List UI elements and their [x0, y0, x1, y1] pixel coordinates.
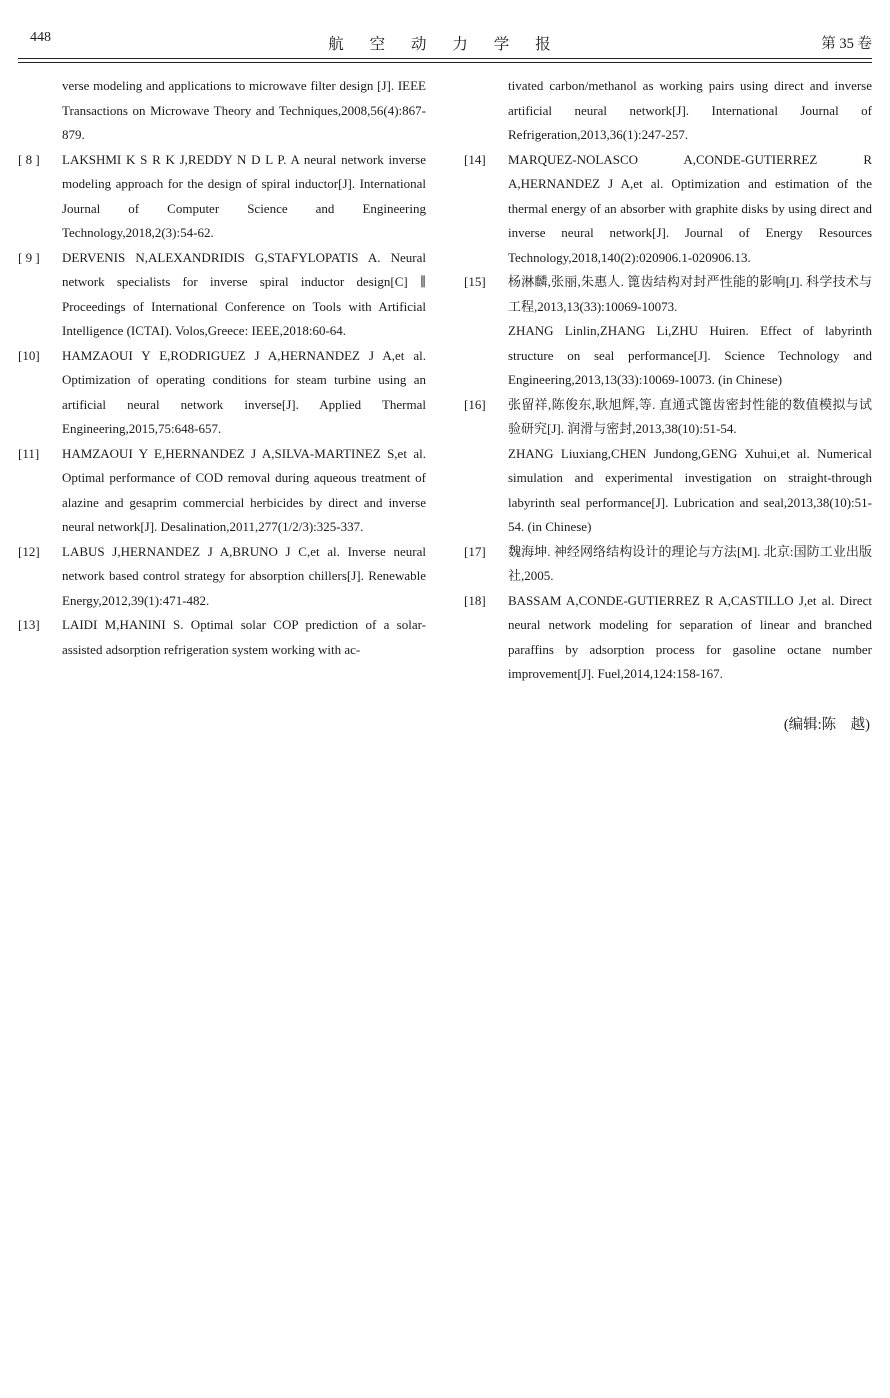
reference-text: LAKSHMI K S R K J,REDDY N D L P. A neural network inverse modeling approach for the design of spiral inductor[J]. International Journal of Computer Science and Engineering Technology,2018,2(3):54-62. — [62, 151, 426, 240]
reference-item — [464, 270, 872, 393]
reference-number: [11] — [18, 445, 40, 461]
right-column — [464, 74, 872, 687]
reference-text: 张留祥,陈俊东,耿旭辉,等. 直通式篦齿密封性能的数值模拟与试验研究[J]. 润滑与密封,2013,38(10):51-54. — [508, 396, 872, 436]
reference-continuation: verse modeling and applications to microwave filter design [J]. IEEE Transactions on Microwave Theory and Techniques,2008,56(4):867-879. — [62, 78, 426, 142]
reference-text: HAMZAOUI Y E,RODRIGUEZ J A,HERNANDEZ J A,et al. Optimization of operating conditions for steam turbine using an artificial neural network inverse[J]. Applied Thermal Engineering,2015,75:648-657. — [62, 347, 426, 436]
reference-number: [13] — [18, 617, 40, 632]
reference-text: BASSAM A,CONDE-GUTIERREZ R A,CASTILLO J,et al. Direct neural network modeling for separation of linear and branched paraffins by adsorption process for gasoline octane number improvement[J]. Fuel,2014,124:158-167. — [508, 592, 872, 681]
reference-number: [14] — [464, 151, 486, 167]
page-number: 448 — [30, 30, 51, 45]
running-header — [18, 30, 872, 54]
reference-number: [ 8 ] — [18, 151, 40, 167]
reference-text: 杨淋麟,张丽,朱惠人. 篦齿结构对封严性能的影响[J]. 科学技术与工程,2013,13(33):10069-10073. — [508, 274, 872, 314]
reference-translation: ZHANG Linlin,ZHANG Li,ZHU Huiren. Effect of labyrinth structure on seal performance[J]. Science Technology and Engineering,2013,13(33):10069-10073. (in Chinese) — [508, 323, 872, 387]
reference-number: [ 9 ] — [18, 249, 40, 265]
reference-item — [464, 393, 872, 540]
left-column — [18, 74, 426, 662]
reference-number: [15] — [464, 274, 486, 289]
reference-text: 魏海坤. 神经网络结构设计的理论与方法[M]. 北京:国防工业出版社,2005. — [508, 543, 872, 583]
journal-title: 航 空 动 力 学 报 — [328, 36, 562, 53]
reference-item — [18, 613, 426, 662]
reference-text: LABUS J,HERNANDEZ J A,BRUNO J C,et al. Inverse neural network based control strategy for absorption chillers[J]. Renewable Energy,2012,39(1):471-482. — [62, 543, 426, 608]
reference-text: HAMZAOUI Y E,HERNANDEZ J A,SILVA-MARTINEZ S,et al. Optimal performance of COD removal during aqueous treatment of alazine and gesaprim commercial herbicides by direct and inverse neural network[J]. Desalination,2011,277(1/2/3):325-337. — [62, 445, 426, 534]
reference-continuation: tivated carbon/methanol as working pairs using direct and inverse artificial neural network[J]. International Journal of Refrigeration,2013,36(1):247-257. — [508, 78, 872, 142]
reference-item — [18, 344, 426, 442]
reference-item — [18, 442, 426, 540]
reference-text: DERVENIS N,ALEXANDRIDIS G,STAFYLOPATIS A. Neural network specialists for inverse spiral inductor design[C] ∥ Proceedings of International Conference on Tools with Artificial Intelligence (ICTAI). Volos,Greece: IEEE,2018:60-64. — [62, 249, 426, 338]
reference-item — [464, 589, 872, 687]
reference-number: [12] — [18, 543, 40, 559]
reference-number: [10] — [18, 347, 40, 363]
reference-number: [16] — [464, 396, 486, 412]
reference-text: MARQUEZ-NOLASCO A,CONDE-GUTIERREZ R A,HERNANDEZ J A,et al. Optimization and estimation of the thermal energy of an absorber with graphite disks by using direct and inverse neural network[J]. Journal of Energy Resources Technology,2018,140(2):020906.1-020906.13. — [508, 151, 872, 265]
reference-translation: ZHANG Liuxiang,CHEN Jundong,GENG Xuhui,et al. Numerical simulation and experimental investigation on straight-through labyrinth seal performance[J]. Lubrication and seal,2013,38(10):51-54. (in Chinese) — [508, 445, 872, 534]
volume-label: 第 35 卷 — [821, 36, 872, 52]
header-rule-thin — [18, 62, 872, 63]
reference-item — [18, 540, 426, 614]
reference-number: [18] — [464, 592, 486, 608]
header-rule-thick — [18, 58, 872, 59]
reference-item — [464, 540, 872, 589]
reference-text: LAIDI M,HANINI S. Optimal solar COP prediction of a solar-assisted adsorption refrigeration system working with ac- — [62, 617, 426, 657]
reference-item — [18, 246, 426, 344]
reference-item — [464, 148, 872, 271]
reference-number: [17] — [464, 543, 486, 559]
editor-credit: (编辑:陈 越) — [783, 717, 870, 733]
reference-item — [18, 148, 426, 246]
